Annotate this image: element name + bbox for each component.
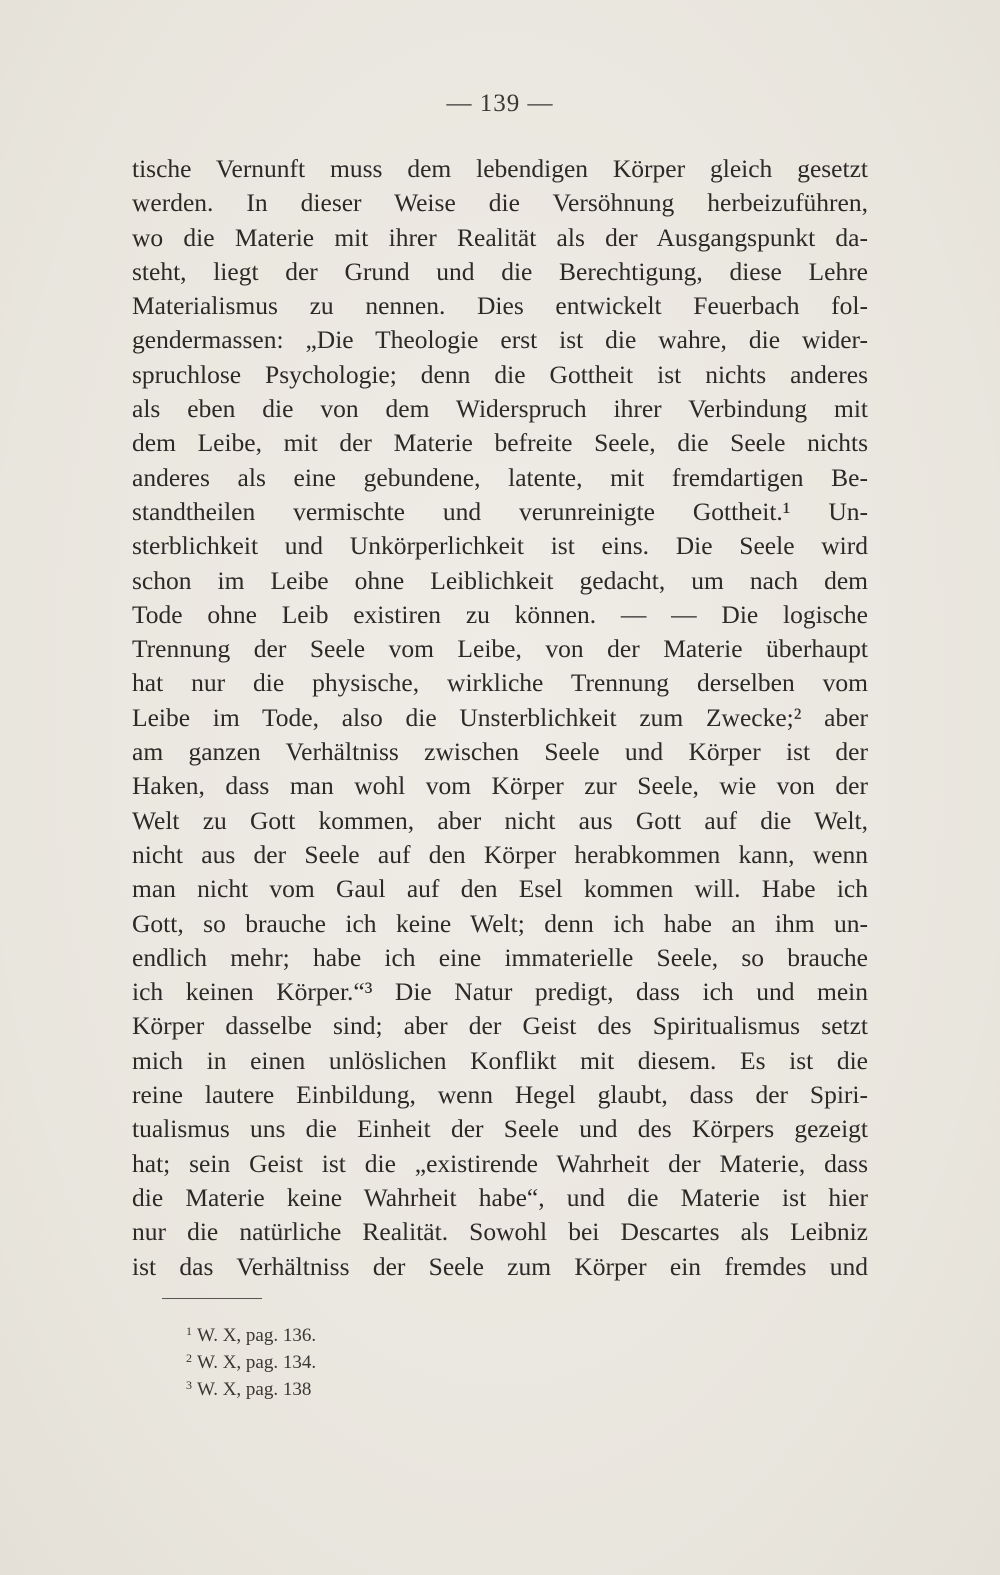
text-line: die Materie keine Wahrheit habe“, und die Materie ist hier — [132, 1182, 868, 1212]
text-line: als eben die von dem Widerspruch ihrer Verbindung mit — [132, 394, 868, 424]
footnote-mark: 3 — [186, 1378, 192, 1392]
footnote — [186, 1345, 316, 1372]
text-line: ich keinen Körper.“³ Die Natur predigt, dass ich und mein — [132, 977, 868, 1007]
footnote-divider — [162, 1298, 262, 1299]
footnote-mark: 1 — [186, 1324, 192, 1338]
text-line: gendermassen: „Die Theologie erst ist die wahre, die wider- — [132, 325, 868, 355]
text-line: Leibe im Tode, also die Unsterblichkeit zum Zwecke;² aber — [132, 702, 868, 732]
footnote-mark: 2 — [186, 1351, 192, 1365]
text-line: nur die natürliche Realität. Sowohl bei Descartes als Leibniz — [132, 1217, 868, 1247]
text-line: Welt zu Gott kommen, aber nicht aus Gott auf die Welt, — [132, 805, 868, 835]
footnote — [186, 1318, 316, 1345]
text-line: standtheilen vermischte und verunreinigte Gottheit.¹ Un- — [132, 496, 868, 526]
text-line: Gott, so brauche ich keine Welt; denn ich habe an ihm un- — [132, 908, 868, 938]
text-line: Haken, dass man wohl vom Körper zur Seele, wie von der — [132, 771, 868, 801]
text-line: Körper dasselbe sind; aber der Geist des Spiritualismus setzt — [132, 1011, 868, 1041]
text-line: schon im Leibe ohne Leiblichkeit gedacht, um nach dem — [132, 565, 868, 595]
text-line: spruchlose Psychologie; denn die Gottheit ist nichts anderes — [132, 359, 868, 389]
text-line: endlich mehr; habe ich eine immaterielle Seele, so brauche — [132, 942, 868, 972]
text-line: wo die Materie mit ihrer Realität als der Ausgangspunkt da- — [132, 222, 868, 252]
text-line: tualismus uns die Einheit der Seele und des Körpers gezeigt — [132, 1114, 868, 1144]
text-line: Tode ohne Leib existiren zu können. — — Die logische — [132, 599, 868, 629]
page-number: — 139 — — [446, 90, 554, 117]
footnotes — [186, 1318, 316, 1399]
footnote — [186, 1372, 316, 1399]
text-line: steht, liegt der Grund und die Berechtigung, diese Lehre — [132, 256, 868, 286]
text-line: nicht aus der Seele auf den Körper herabkommen kann, wenn — [132, 839, 868, 869]
text-line: Trennung der Seele vom Leibe, von der Materie überhaupt — [132, 634, 868, 664]
footnote-text: W. X, pag. 138 — [197, 1379, 312, 1400]
text-line: hat nur die physische, wirkliche Trennung derselben vom — [132, 668, 868, 698]
text-line: tische Vernunft muss dem lebendigen Körper gleich gesetzt — [132, 154, 868, 183]
text-line: werden. In dieser Weise die Versöhnung herbeizuführen, — [132, 188, 868, 218]
footnote-text: W. X, pag. 136. — [197, 1325, 317, 1346]
text-line: am ganzen Verhältniss zwischen Seele und Körper ist der — [132, 737, 868, 767]
text-line: ist das Verhältniss der Seele zum Körper ein fremdes und — [132, 1251, 868, 1281]
footnote-text: W. X, pag. 134. — [197, 1352, 317, 1373]
text-line: man nicht vom Gaul auf den Esel kommen will. Habe ich — [132, 874, 868, 904]
text-line: anderes als eine gebundene, latente, mit fremdartigen Be- — [132, 462, 868, 492]
text-line: hat; sein Geist ist die „existirende Wahrheit der Materie, dass — [132, 1148, 868, 1178]
text-line: Materialismus zu nennen. Dies entwickelt Feuerbach fol- — [132, 291, 868, 321]
body-text — [132, 152, 868, 1284]
text-line: reine lautere Einbildung, wenn Hegel glaubt, dass der Spiri- — [132, 1080, 868, 1110]
text-line: sterblichkeit und Unkörperlichkeit ist eins. Die Seele wird — [132, 531, 868, 561]
text-line: mich in einen unlöslichen Konflikt mit diesem. Es ist die — [132, 1045, 868, 1075]
text-line: dem Leibe, mit der Materie befreite Seele, die Seele nichts — [132, 428, 868, 458]
